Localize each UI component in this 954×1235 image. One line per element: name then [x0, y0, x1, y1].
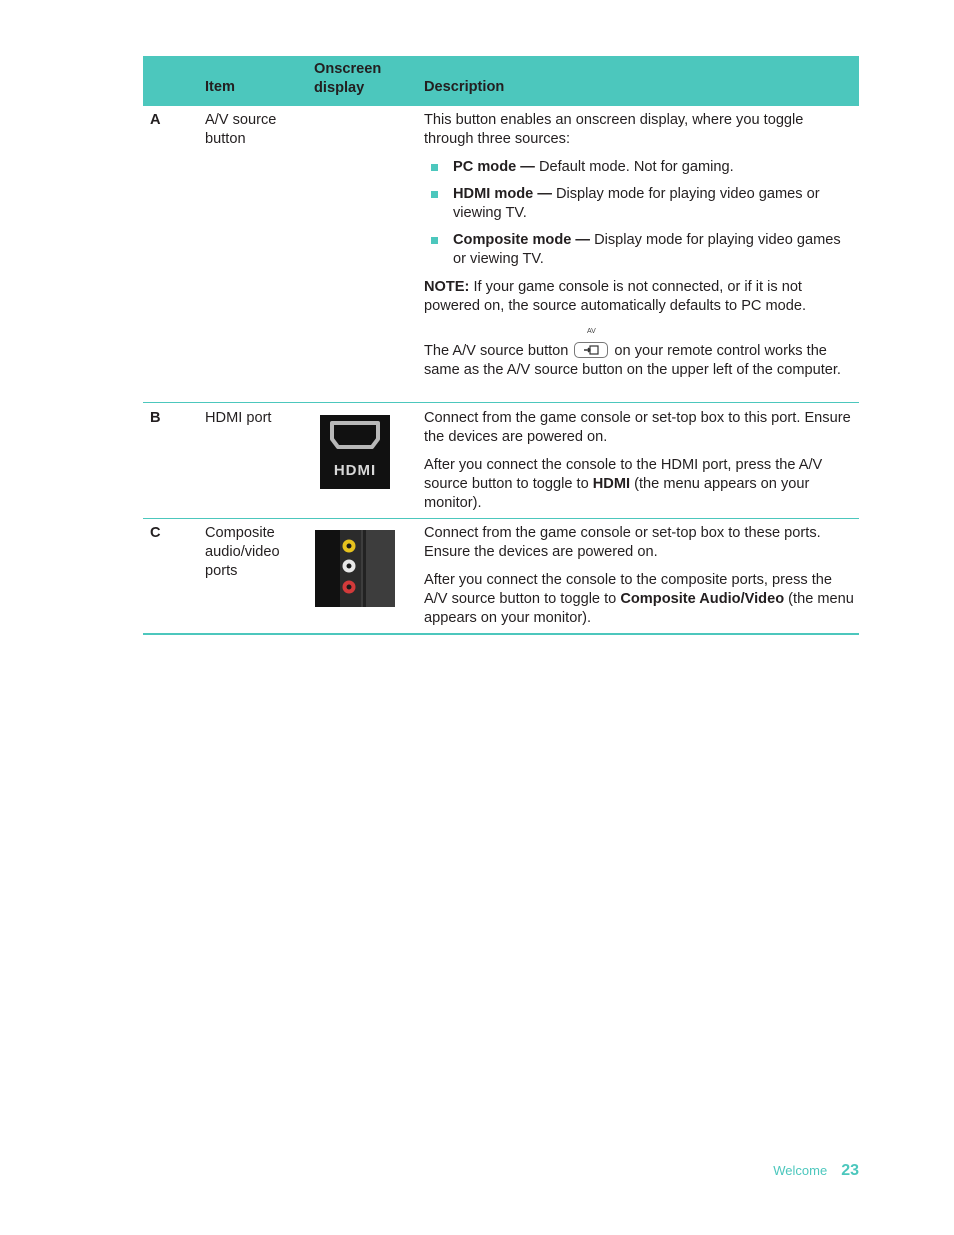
item-name: Composite audio/video ports [205, 525, 280, 579]
connect-text: Connect from the game console or set-top box to this port. Ensure the devices are powered on. [424, 410, 851, 445]
header-item: Item [205, 79, 236, 95]
page-footer [773, 1161, 859, 1181]
mode-list [424, 158, 856, 269]
header-description: Description [424, 79, 505, 95]
section-name: Welcome [773, 1163, 828, 1178]
row-description [424, 111, 856, 389]
composite-ports-image [315, 530, 395, 607]
row-description [424, 524, 856, 637]
note-text: NOTE: If your game console is not connected, or if it is not powered on, the source automatically defaults to PC mode. [424, 279, 807, 314]
table-header [143, 56, 859, 106]
item-name: A/V source button [205, 112, 277, 147]
bullet-square-icon [431, 191, 438, 198]
list-item: PC mode — Default mode. Not for gaming. [424, 158, 856, 177]
bullet-square-icon [431, 237, 438, 244]
av-source-button-icon: AV [574, 342, 608, 358]
row-letter: C [150, 525, 161, 541]
remote-text: The A/V source button AV on your remote control works the same as the A/V source button on the upper left of the computer. [424, 328, 841, 378]
toggle-text: After you connect the console to the composite ports, press the A/V source button to toggle to Composite Audio/Video (the menu appears on your monitor). [424, 572, 854, 626]
item-name: HDMI port [205, 410, 272, 426]
bullet-square-icon [431, 164, 438, 171]
row-letter: A [150, 112, 161, 128]
toggle-text: After you connect the console to the HDMI port, press the A/V source button to toggle to HDMI (the menu appears on your monitor). [424, 457, 823, 511]
hdmi-port-image [320, 415, 390, 489]
connect-text: Connect from the game console or set-top box to these ports. Ensure the devices are powered on. [424, 525, 821, 560]
table-row-c [143, 519, 859, 635]
table-row-a [143, 106, 859, 403]
features-table [143, 56, 859, 635]
intro-text: This button enables an onscreen display, where you toggle through three sources: [424, 112, 804, 147]
header-onscreen-display: Onscreen display [314, 61, 382, 96]
row-letter: B [150, 410, 161, 426]
row-description [424, 409, 856, 522]
page-number: 23 [841, 1162, 859, 1179]
list-item: Composite mode — Display mode for playing video games or viewing TV. [424, 231, 856, 269]
list-item: HDMI mode — Display mode for playing video games or viewing TV. [424, 185, 856, 223]
table-row-b [143, 403, 859, 519]
hdmi-logo-label: HDMI [333, 462, 377, 479]
rca-jacks-icon [315, 530, 395, 607]
